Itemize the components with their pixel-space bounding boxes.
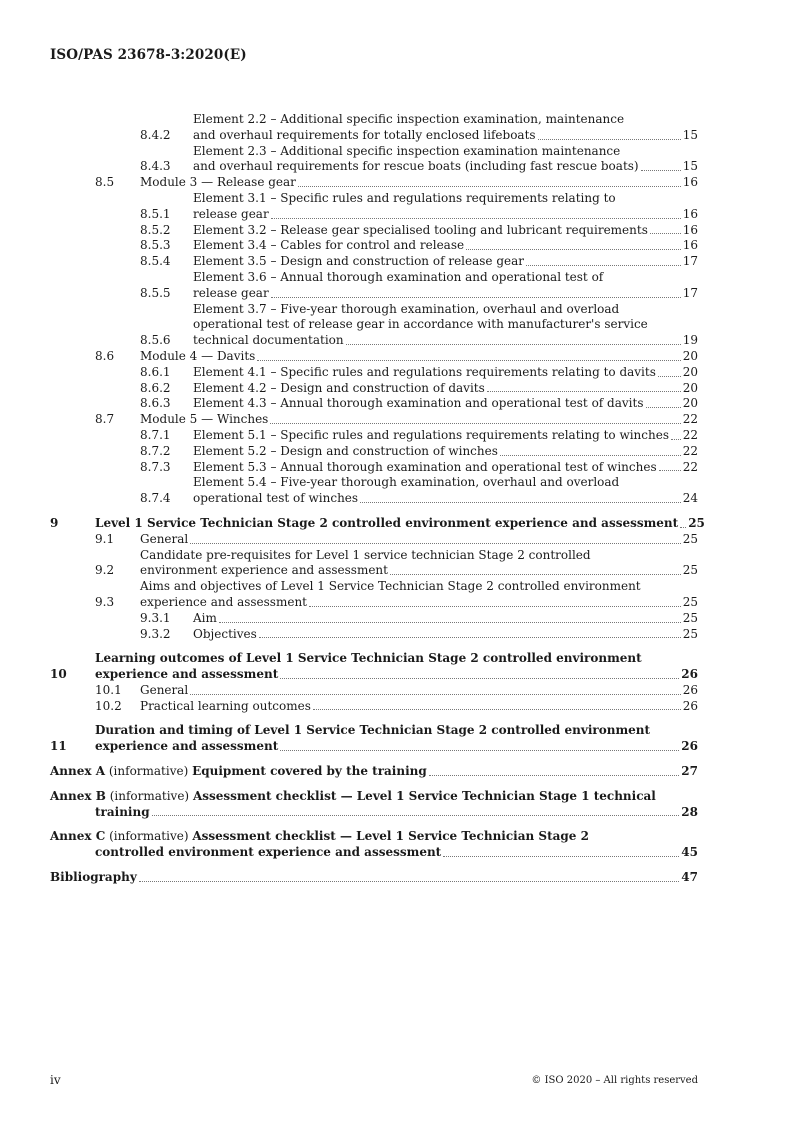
toc-title-line: experience and assessment (95, 667, 279, 682)
toc-page-number: 16 (682, 222, 698, 237)
toc-entry-10-2[interactable] (50, 699, 698, 715)
toc-entry-bibliography[interactable] (50, 870, 698, 886)
toc-number: 8.7 (95, 412, 115, 427)
toc-number: 9.3 (95, 594, 115, 609)
toc-title-line: Element 2.3 – Additional specific inspection examination maintenance (193, 143, 621, 158)
toc-page-number: 15 (682, 127, 698, 142)
toc-page-number: 26 (682, 698, 698, 713)
toc-title: Module 3 — Release gear (140, 175, 296, 190)
toc-number: 8.6.3 (140, 396, 171, 411)
toc-number: 8.5.4 (140, 254, 171, 269)
toc-entry-8-5-4[interactable] (50, 254, 698, 270)
dot-leader (680, 527, 686, 528)
annex-title: Equipment covered by the training (192, 764, 427, 779)
toc-title-line: Element 3.1 – Specific rules and regulations requirements relating to (193, 190, 616, 205)
toc-title-line: Element 3.7 – Five-year thorough examination, overhaul and overload (193, 301, 620, 316)
toc-page-number: 26 (682, 682, 698, 697)
dot-leader (271, 297, 681, 298)
table-of-contents (50, 112, 705, 886)
toc-entry-annex-b[interactable] (50, 789, 698, 821)
toc-number: 10.2 (95, 698, 122, 713)
toc-entry-10-1[interactable] (50, 683, 698, 699)
toc-entry-8-7[interactable] (50, 412, 698, 428)
dot-leader (280, 750, 679, 751)
toc-entry-9-3[interactable] (50, 579, 698, 611)
dot-leader (313, 709, 681, 710)
toc-title-line: experience and assessment (95, 739, 279, 754)
annex-title: controlled environment experience and assessment (95, 845, 442, 860)
toc-page-number: 25 (682, 563, 698, 578)
toc-number: 8.5.1 (140, 206, 171, 221)
toc-entry-8-7-2[interactable] (50, 444, 698, 460)
toc-page-number: 27 (681, 764, 698, 779)
toc-number: 9.3.2 (140, 626, 171, 641)
toc-entry-8-6-3[interactable] (50, 396, 698, 412)
toc-number: 8.5 (95, 175, 115, 190)
dot-leader (429, 775, 680, 776)
annex-label: Annex A (50, 764, 106, 779)
annex-informative: (informative) (108, 764, 189, 779)
dot-leader (190, 694, 680, 695)
toc-title-line: Element 3.6 – Annual thorough examination and operational test of (193, 269, 604, 284)
toc-entry-8-6[interactable] (50, 349, 698, 365)
toc-title-line: and overhaul requirements for rescue boats (including fast rescue boats) (193, 159, 639, 174)
toc-title: Module 5 — Winches (140, 412, 269, 427)
annex-title: Assessment checklist — Level 1 Service Technician Stage 1 technical (192, 788, 656, 803)
toc-page-number: 16 (682, 175, 698, 190)
dot-leader (526, 265, 681, 266)
dot-leader (641, 170, 681, 171)
toc-page-number: 16 (682, 238, 698, 253)
toc-title-line: Element 2.2 – Additional specific inspection examination, maintenance (193, 112, 625, 126)
toc-number: 8.4.3 (140, 159, 171, 174)
toc-page-number: 16 (682, 206, 698, 221)
toc-title-line: Duration and timing of Level 1 Service Technician Stage 2 controlled environment (95, 723, 651, 738)
toc-entry-9-1[interactable] (50, 532, 698, 548)
toc-number: 9.1 (95, 531, 115, 546)
toc-number: 9.2 (95, 563, 115, 578)
toc-number: 8.5.5 (140, 285, 171, 300)
toc-entry-9-2[interactable] (50, 548, 698, 580)
toc-entry-8-7-1[interactable] (50, 428, 698, 444)
toc-number: 8.5.3 (140, 238, 171, 253)
toc-title: General (140, 531, 189, 546)
dot-leader (466, 249, 681, 250)
dot-leader (280, 678, 679, 679)
annex-informative: (informative) (109, 829, 189, 844)
toc-title: Element 5.1 – Specific rules and regulations requirements relating to winches (193, 427, 669, 442)
toc-page-number: 25 (688, 515, 705, 530)
toc-entry-8-7-4[interactable] (50, 475, 698, 507)
toc-entry-9-3-1[interactable] (50, 611, 698, 627)
dot-leader (443, 856, 679, 857)
toc-page-number: 26 (681, 667, 698, 682)
annex-informative: (informative) (109, 788, 190, 803)
toc-entry-clause-9[interactable] (50, 515, 705, 532)
dot-leader (646, 407, 681, 408)
toc-title-line: release gear (193, 206, 269, 221)
dot-leader (390, 574, 681, 575)
annex-label: Annex C (50, 829, 106, 844)
toc-title-line: release gear (193, 285, 269, 300)
dot-leader (671, 439, 681, 440)
toc-title: Element 3.2 – Release gear specialised tooling and lubricant requirements (193, 222, 648, 237)
toc-number: 8.7.2 (140, 443, 171, 458)
toc-title: Element 5.3 – Annual thorough examination and operational test of winches (193, 459, 657, 474)
toc-entry-8-5[interactable] (50, 175, 698, 191)
toc-number: 10.1 (95, 682, 122, 697)
annex-title: training (95, 804, 150, 819)
toc-title: Level 1 Service Technician Stage 2 controlled environment experience and assessment (95, 515, 679, 530)
toc-number: 9 (50, 515, 59, 530)
toc-entry-8-5-5[interactable] (50, 270, 698, 302)
toc-number: 8.4.2 (140, 127, 171, 142)
toc-page-number: 47 (681, 870, 698, 885)
toc-title: Element 3.5 – Design and construction of release gear (193, 254, 525, 269)
page-number-footer: iv (50, 1073, 61, 1087)
toc-number: 8.6.1 (140, 364, 171, 379)
toc-page-number: 20 (682, 396, 698, 411)
toc-title-line: operational test of release gear in accordance with manufacturer's service (193, 317, 648, 332)
toc-entry-annex-a[interactable] (50, 764, 698, 780)
document-id-header: ISO/PAS 23678-3:2020(E) (50, 47, 247, 63)
toc-title: Element 5.2 – Design and construction of winches (193, 443, 498, 458)
toc-title: Practical learning outcomes (140, 698, 311, 713)
toc-title-line: experience and assessment (140, 594, 307, 609)
toc-page-number: 17 (682, 285, 698, 300)
toc-page-number: 20 (682, 364, 698, 379)
toc-entry-8-4-3[interactable] (50, 144, 698, 176)
toc-number: 8.5.2 (140, 222, 171, 237)
toc-entry-8-6-1[interactable] (50, 365, 698, 381)
toc-title: Element 4.2 – Design and construction of davits (193, 380, 485, 395)
toc-number: 8.6.2 (140, 380, 171, 395)
toc-number: 8.7.4 (140, 491, 171, 506)
toc-page-number: 28 (681, 804, 698, 819)
toc-title-line: and overhaul requirements for totally enclosed lifeboats (193, 127, 536, 142)
toc-page-number: 25 (682, 610, 698, 625)
toc-page-number: 19 (682, 333, 698, 348)
dot-leader (298, 186, 681, 187)
toc-title-line: Element 5.4 – Five-year thorough examination, overhaul and overload (193, 475, 620, 490)
toc-page-number: 22 (682, 459, 698, 474)
toc-number: 8.6 (95, 348, 115, 363)
toc-title-line: Aims and objectives of Level 1 Service Technician Stage 2 controlled environment (140, 579, 641, 594)
toc-number: 8.7.3 (140, 459, 171, 474)
toc-page-number: 22 (682, 412, 698, 427)
toc-entry-8-4-2[interactable] (50, 112, 698, 144)
annex-label: Annex B (50, 788, 106, 803)
toc-title-line: Candidate pre-requisites for Level 1 service technician Stage 2 controlled (140, 547, 591, 562)
toc-page-number: 25 (682, 531, 698, 546)
toc-page-number: 20 (682, 348, 698, 363)
dot-leader (360, 502, 681, 503)
toc-entry-8-5-6[interactable] (50, 302, 698, 349)
toc-entry-8-5-1[interactable] (50, 191, 698, 223)
toc-entry-8-7-3[interactable] (50, 460, 698, 476)
dot-leader (219, 622, 681, 623)
toc-title-line: Learning outcomes of Level 1 Service Technician Stage 2 controlled environment (95, 651, 642, 666)
dot-leader (190, 543, 680, 544)
dot-leader (658, 376, 681, 377)
toc-number: 8.7.1 (140, 427, 171, 442)
dot-leader (257, 360, 680, 361)
dot-leader (650, 233, 681, 234)
toc-page-number: 22 (682, 427, 698, 442)
toc-title: General (140, 682, 189, 697)
dot-leader (139, 881, 680, 882)
dot-leader (659, 470, 681, 471)
toc-entry-8-5-2[interactable] (50, 223, 698, 239)
toc-entry-8-5-3[interactable] (50, 238, 698, 254)
dot-leader (500, 455, 681, 456)
toc-title: Objectives (193, 626, 257, 641)
copyright-footer: © ISO 2020 – All rights reserved (531, 1075, 698, 1086)
toc-number: 9.3.1 (140, 610, 171, 625)
toc-title: Module 4 — Davits (140, 348, 256, 363)
toc-entry-8-6-2[interactable] (50, 381, 698, 397)
toc-title: Aim (193, 610, 217, 625)
toc-page-number: 26 (681, 739, 698, 754)
toc-page-number: 15 (682, 159, 698, 174)
toc-page-number: 20 (682, 380, 698, 395)
dot-leader (259, 637, 681, 638)
toc-page-number: 25 (682, 594, 698, 609)
toc-entry-annex-c[interactable] (50, 829, 698, 861)
dot-leader (346, 344, 681, 345)
toc-title: Bibliography (50, 870, 137, 885)
toc-title-line: environment experience and assessment (140, 563, 388, 578)
dot-leader (270, 423, 680, 424)
toc-entry-clause-11[interactable] (50, 723, 698, 755)
toc-title-line: technical documentation (193, 333, 344, 348)
toc-title: Element 4.3 – Annual thorough examination and operational test of davits (193, 396, 644, 411)
toc-page-number: 24 (682, 491, 698, 506)
toc-title: Element 4.1 – Specific rules and regulations requirements relating to davits (193, 364, 656, 379)
toc-title-line: operational test of winches (193, 491, 359, 506)
dot-leader (152, 815, 680, 816)
toc-page-number: 17 (682, 254, 698, 269)
toc-page-number: 25 (682, 626, 698, 641)
toc-number: 11 (50, 739, 67, 754)
dot-leader (309, 606, 681, 607)
dot-leader (271, 218, 681, 219)
toc-page-number: 22 (682, 443, 698, 458)
toc-title: Element 3.4 – Cables for control and release (193, 238, 465, 253)
toc-entry-clause-10[interactable] (50, 651, 698, 683)
toc-number: 8.5.6 (140, 333, 171, 348)
toc-page-number: 45 (681, 845, 698, 860)
toc-entry-9-3-2[interactable] (50, 627, 698, 643)
annex-title: Assessment checklist — Level 1 Service Technician Stage 2 (192, 829, 589, 844)
dot-leader (538, 139, 681, 140)
dot-leader (487, 391, 681, 392)
toc-number: 10 (50, 667, 67, 682)
